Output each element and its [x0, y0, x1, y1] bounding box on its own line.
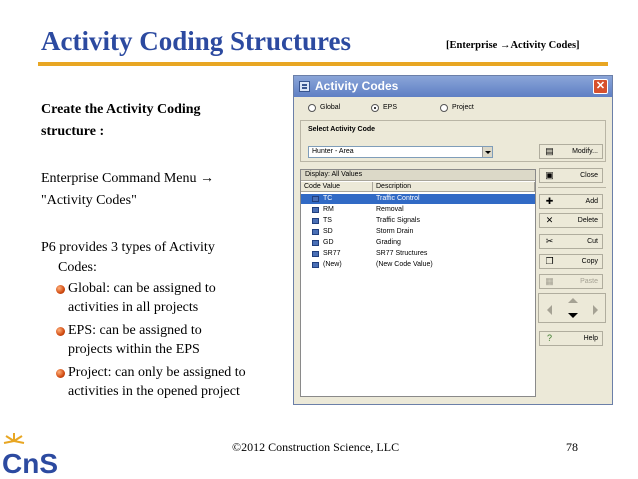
arrow-right-icon[interactable] [593, 305, 598, 315]
bullet-dot-icon [56, 285, 65, 294]
p6-intro-line-2: Codes: [58, 260, 97, 275]
radio-eps-indicator[interactable] [371, 104, 379, 112]
column-header-description[interactable] [373, 182, 535, 192]
column-header-code[interactable] [301, 182, 373, 192]
copy-button-label: Copy [581, 258, 598, 265]
dialog-title: Activity Codes [315, 79, 399, 93]
close-button[interactable] [539, 168, 603, 183]
table-row[interactable] [301, 238, 535, 248]
add-button-label: Add [585, 198, 598, 205]
code-value-cell: (New) [323, 261, 342, 268]
bullet-project-line-2: activities in the opened project [68, 384, 240, 399]
modify-icon: ▤ [545, 146, 554, 156]
description-cell: Traffic Control [376, 195, 420, 202]
cns-logo [0, 433, 70, 479]
code-value-icon [312, 251, 319, 257]
description-cell: Grading [376, 239, 401, 246]
paste-button[interactable] [539, 274, 603, 289]
arrow-up-icon[interactable] [568, 298, 578, 303]
dialog-titlebar[interactable] [294, 76, 612, 97]
bullet-eps-line-1: EPS: can be assigned to [68, 323, 202, 338]
heading-line-1: Create the Activity Coding [41, 102, 201, 117]
code-values-grid [300, 169, 536, 397]
delete-button-label: Delete [577, 217, 598, 224]
code-value-cell: RM [323, 206, 334, 213]
table-row[interactable] [301, 205, 535, 215]
menu-path-label: [Enterprise →Activity Codes] [446, 40, 580, 51]
side-divider [538, 187, 606, 188]
display-filter-label: Display: All Values [305, 171, 363, 178]
code-value-icon [312, 240, 319, 246]
scissors-icon: ✂ [545, 236, 554, 246]
bullet-eps-line-2: projects within the EPS [68, 342, 200, 357]
select-activity-code-label: Select Activity Code [308, 126, 376, 133]
bullet-project-line-1: Project: can only be assigned to [68, 365, 246, 380]
table-row[interactable] [301, 216, 535, 226]
code-value-cell: SD [323, 228, 333, 235]
logo-spark-icon [4, 433, 24, 443]
slide-title: Activity Coding Structures [41, 26, 351, 56]
cut-button-label: Cut [587, 238, 598, 245]
heading-line-2: structure : [41, 124, 105, 139]
reorder-controls [538, 293, 606, 323]
p6-intro-line-1: P6 provides 3 types of Activity [41, 240, 215, 255]
code-value-icon [312, 218, 319, 224]
radio-project-indicator[interactable] [440, 104, 448, 112]
column-header-code-label: Code Value [304, 183, 341, 190]
column-header-description-label: Description [376, 183, 412, 190]
description-cell: Storm Drain [376, 228, 414, 235]
page-number: 78 [566, 440, 578, 454]
code-value-cell: SR77 [323, 250, 341, 257]
code-value-icon [312, 229, 319, 235]
bullet-dot-icon [56, 369, 65, 378]
modify-button-label: Modify... [572, 148, 598, 155]
copy-button[interactable] [539, 254, 603, 269]
paste-icon: ▦ [545, 276, 554, 286]
code-value-icon [312, 207, 319, 213]
chevron-down-icon[interactable] [482, 147, 492, 157]
bullet-dot-icon [56, 327, 65, 336]
description-cell: Traffic Signals [376, 217, 420, 224]
help-icon: ? [546, 333, 552, 343]
bullet-global-line-1: Global: can be assigned to [68, 281, 216, 296]
footer-copyright: ©2012 Construction Science, LLC [232, 440, 400, 454]
delete-button[interactable] [539, 213, 603, 228]
close-x-icon[interactable]: ✕ [593, 79, 608, 94]
title-divider [38, 62, 608, 66]
cut-button[interactable] [539, 234, 603, 249]
description-cell: (New Code Value) [376, 261, 433, 268]
radio-project-label: Project [452, 104, 474, 111]
table-row[interactable] [301, 194, 535, 204]
help-button[interactable] [539, 331, 603, 346]
radio-eps-label: EPS [383, 104, 398, 111]
menu-instruction-line-2: "Activity Codes" [41, 193, 137, 208]
modify-button[interactable] [539, 144, 603, 159]
display-filter-bar[interactable] [301, 170, 535, 181]
help-button-label: Help [583, 335, 598, 342]
add-button[interactable] [539, 194, 603, 209]
add-icon: ✚ [545, 196, 554, 206]
activity-code-select[interactable] [308, 146, 493, 158]
radio-global-indicator[interactable] [308, 104, 316, 112]
close-doc-icon: ▣ [545, 170, 554, 180]
description-cell: SR77 Structures [376, 250, 428, 257]
table-row[interactable] [301, 227, 535, 237]
window-icon [299, 81, 310, 92]
code-value-cell: GD [323, 239, 334, 246]
code-value-icon [312, 262, 319, 268]
arrow-down-icon[interactable] [568, 313, 578, 318]
activity-code-select-value: Hunter - Area [312, 148, 354, 155]
description-cell: Removal [376, 206, 404, 213]
table-row[interactable] [301, 260, 535, 270]
close-button-label: Close [580, 172, 598, 179]
logo-text: CnS [2, 448, 58, 479]
table-row[interactable] [301, 249, 535, 259]
delete-x-icon: ✕ [545, 215, 554, 225]
bullet-global-line-2: activities in all projects [68, 300, 199, 315]
paste-button-label: Paste [580, 278, 598, 285]
arrow-left-icon[interactable] [547, 305, 552, 315]
code-value-cell: TS [323, 217, 332, 224]
activity-codes-dialog [293, 75, 613, 405]
menu-instruction-line-1: Enterprise Command Menu → [41, 171, 215, 186]
code-value-cell: TC [323, 195, 333, 202]
radio-global-label: Global [320, 104, 341, 111]
copy-icon: ❐ [545, 256, 554, 266]
code-value-icon [312, 196, 319, 202]
